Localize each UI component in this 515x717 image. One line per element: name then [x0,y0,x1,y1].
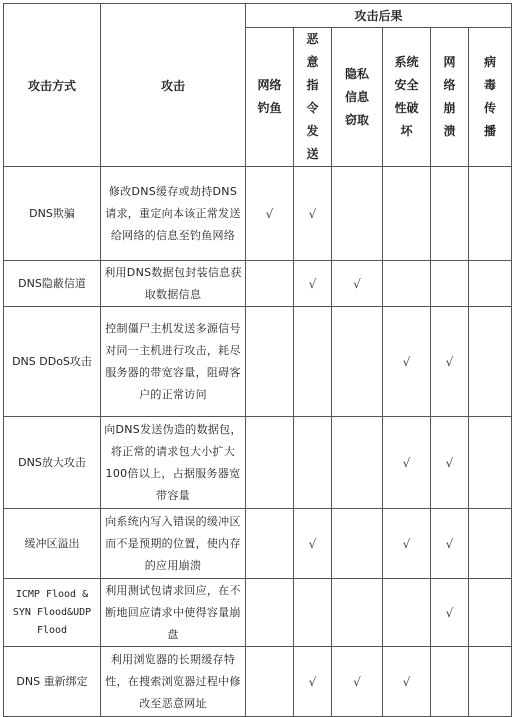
check-cell [431,509,469,579]
check-mark: √ [402,674,411,689]
header-attack: 攻击 [101,4,246,167]
row-description: 修改DNS缓存或劫持DNS请求，重定向本该正常发送给网络的信息至钓鱼网络 [101,167,246,261]
table-row [4,167,512,261]
row-description: 控制僵尸主机发送多源信号对同一主机进行攻击，耗尽服务器的带宽容量，阻碍客户的正常访问 [101,307,246,417]
table-row [4,647,512,717]
row-method: DNS欺骗 [4,167,101,261]
check-mark: √ [445,605,454,620]
check-cell [431,167,469,261]
row-method: DNS隐蔽信道 [4,261,101,307]
check-mark: √ [402,455,411,470]
check-mark: √ [265,206,274,221]
row-description: 利用DNS数据包封装信息获取数据信息 [101,261,246,307]
check-cell [246,579,294,647]
check-cell [332,647,383,717]
check-mark: √ [308,206,317,221]
row-method: 缓冲区溢出 [4,509,101,579]
check-mark: √ [445,455,454,470]
check-mark: √ [308,536,317,551]
check-cell [294,307,332,417]
check-cell [383,509,431,579]
table-row [4,307,512,417]
table-row [4,261,512,307]
check-cell [383,261,431,307]
check-cell [332,167,383,261]
row-description: 向DNS发送伪造的数据包，将正常的请求包大小扩大100倍以上，占据服务器宽带容量 [101,417,246,509]
table-row [4,579,512,647]
check-cell [294,579,332,647]
check-cell [332,509,383,579]
header-col-network-crash: 网络崩溃 [431,28,469,167]
check-cell [294,167,332,261]
header-col-malicious-command: 恶意指令发送 [294,28,332,167]
check-cell [294,261,332,307]
check-cell [431,261,469,307]
check-cell [383,417,431,509]
check-cell [332,307,383,417]
check-cell [332,579,383,647]
check-cell [431,647,469,717]
check-mark: √ [402,354,411,369]
check-mark: √ [353,674,361,689]
check-cell [469,167,512,261]
check-cell [469,509,512,579]
row-description: 利用浏览器的长期缓存特性，在搜索浏览器过程中修改至恶意网址 [101,647,246,717]
check-cell [469,261,512,307]
check-cell [469,417,512,509]
check-cell [246,261,294,307]
header-col-system-security: 系统安全性破坏 [383,28,431,167]
header-method: 攻击方式 [4,4,101,167]
header-row-top [4,4,512,28]
table-row [4,509,512,579]
check-mark: √ [308,276,317,291]
check-cell [383,167,431,261]
check-cell [294,417,332,509]
row-description: 利用测试包请求回应，在不断地回应请求中使得容量崩盘 [101,579,246,647]
header-col-phishing: 网络钓鱼 [246,28,294,167]
header-col-privacy-theft: 隐私信息窃取 [332,28,383,167]
check-cell [431,579,469,647]
check-cell [469,579,512,647]
row-method: ICMP Flood & SYN Flood&UDP Flood [4,579,101,647]
check-cell [431,417,469,509]
check-cell [332,417,383,509]
check-cell [431,307,469,417]
check-cell [383,307,431,417]
check-cell [294,647,332,717]
check-mark: √ [445,354,454,369]
row-method: DNS DDoS攻击 [4,307,101,417]
check-cell [246,307,294,417]
attack-table [3,3,512,717]
check-cell [294,509,332,579]
check-cell [469,647,512,717]
check-cell [246,509,294,579]
check-cell [383,647,431,717]
check-cell [469,307,512,417]
check-cell [332,261,383,307]
check-cell [246,647,294,717]
check-cell [246,167,294,261]
header-consequences: 攻击后果 [246,4,512,28]
check-mark: √ [308,674,317,689]
row-method: DNS放大攻击 [4,417,101,509]
row-description: 向系统内写入错误的缓冲区而不是预期的位置，使内存的应用崩溃 [101,509,246,579]
check-cell [246,417,294,509]
check-mark: √ [445,536,454,551]
check-mark: √ [402,536,411,551]
row-method: DNS 重新绑定 [4,647,101,717]
check-cell [383,579,431,647]
table-row [4,417,512,509]
header-col-virus-spread: 病毒传播 [469,28,512,167]
check-mark: √ [353,276,361,291]
